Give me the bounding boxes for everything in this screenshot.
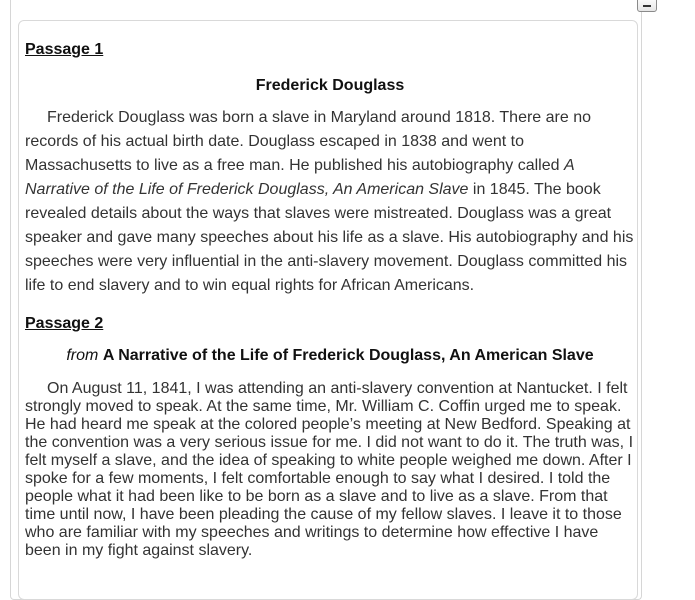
collapse-button[interactable] [637, 0, 657, 12]
passage-2-title [25, 346, 635, 366]
passage-1-text-part-1: Frederick Douglass was born a slave in Maryland around 1818. There are no records of his actual birth date. Douglass escaped in 1838 and went to Massachusetts to live as a free man. He published his autobiography called [25, 109, 591, 174]
autobiography-title: A Narrative of the Life of Frederick Douglass, An American Slave [25, 157, 575, 198]
minus-icon [643, 5, 651, 7]
passage-1-label: Passage 1 [25, 41, 104, 58]
passage-2-title-work: A Narrative of the Life of Frederick Douglass, An American Slave [102, 347, 594, 364]
passage-2-title-prefix: from [66, 347, 99, 364]
passage-1-text [25, 106, 635, 298]
passage-2-text: On August 11, 1841, I was attending an anti-slavery convention at Nantucket. I felt strongly moved to speak. At the same time, Mr. William C. Coffin urged me to speak. He had heard me speak at the colored people’s meeting at New Bedford. Speaking at the convention was a very serious issue for me. I did not want to do it. The truth was, I felt myself a slave, and the idea of speaking to white people weighed me down. After I spoke for a few moments, I felt comfortable enough to say what I desired. I told the people what it had been like to be born as a slave and to live as a slave. From that time until now, I have been pleading the cause of my fellow slaves. I leave it to those who are familiar with my speeches and writings to determine how effective I have been in my fight against slavery. [25, 380, 634, 559]
passage-1-title: Frederick Douglass [255, 77, 405, 94]
passage-2-label: Passage 2 [25, 315, 104, 332]
passage-content [25, 40, 635, 560]
passage-1-text-part-2: in 1845. The book revealed details about the ways that slaves were mistreated. Douglass was a great speaker and gave many speeches about his life as a slave. His autobiography and his speeches were very influential in the anti-slavery movement. Douglass committed his life to end slavery and to win equal rights for African Americans. [25, 181, 634, 294]
